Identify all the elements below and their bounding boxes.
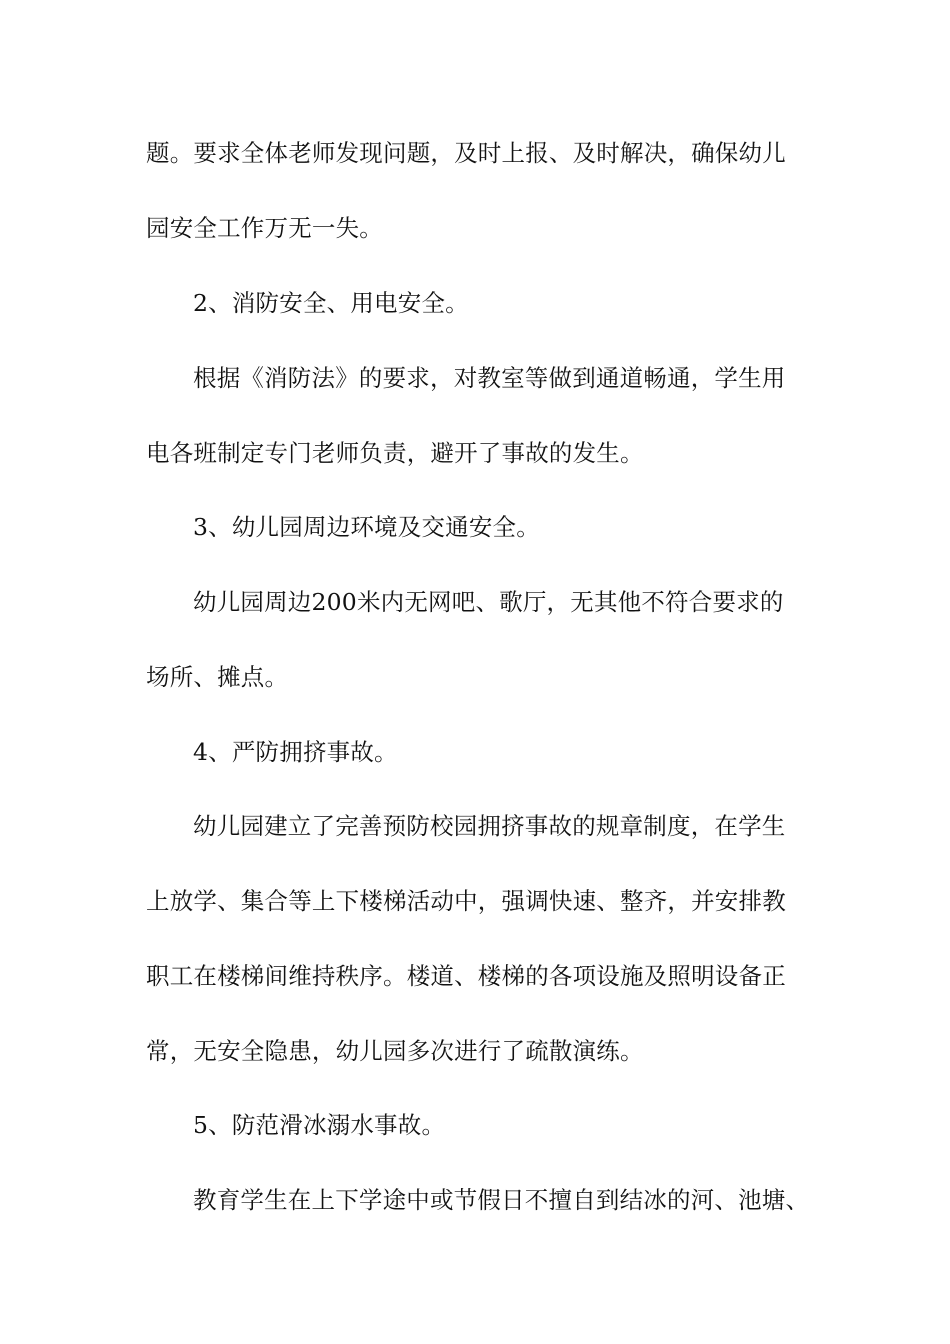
paragraph-line: 常，无安全隐患，幼儿园多次进行了疏散演练。 [146, 1037, 644, 1065]
section-heading: 5、防范滑冰溺水事故。 [193, 1111, 446, 1139]
paragraph-line: 场所、摊点。 [146, 663, 289, 691]
paragraph-line: 幼儿园周边200米内无网吧、歌厅，无其他不符合要求的 [193, 588, 784, 616]
paragraph-line: 幼儿园建立了完善预防校园拥挤事故的规章制度，在学生 [193, 812, 786, 840]
section-heading: 2、消防安全、用电安全。 [193, 289, 469, 317]
paragraph-line: 根据《消防法》的要求，对教室等做到通道畅通，学生用 [193, 364, 786, 392]
paragraph-line: 园安全工作万无一失。 [146, 214, 383, 242]
paragraph-line: 上放学、集合等上下楼梯活动中，强调快速、整齐，并安排教 [146, 887, 786, 915]
paragraph-line: 职工在楼梯间维持秩序。楼道、楼梯的各项设施及照明设备正 [146, 962, 786, 990]
paragraph-line: 题。要求全体老师发现问题，及时上报、及时解决，确保幼儿 [146, 139, 786, 167]
section-heading: 3、幼儿园周边环境及交通安全。 [193, 513, 540, 541]
paragraph-line: 教育学生在上下学途中或节假日不擅自到结冰的河、池塘、 [193, 1186, 810, 1214]
section-heading: 4、严防拥挤事故。 [193, 738, 398, 766]
paragraph-line: 电各班制定专门老师负责，避开了事故的发生。 [146, 439, 644, 467]
